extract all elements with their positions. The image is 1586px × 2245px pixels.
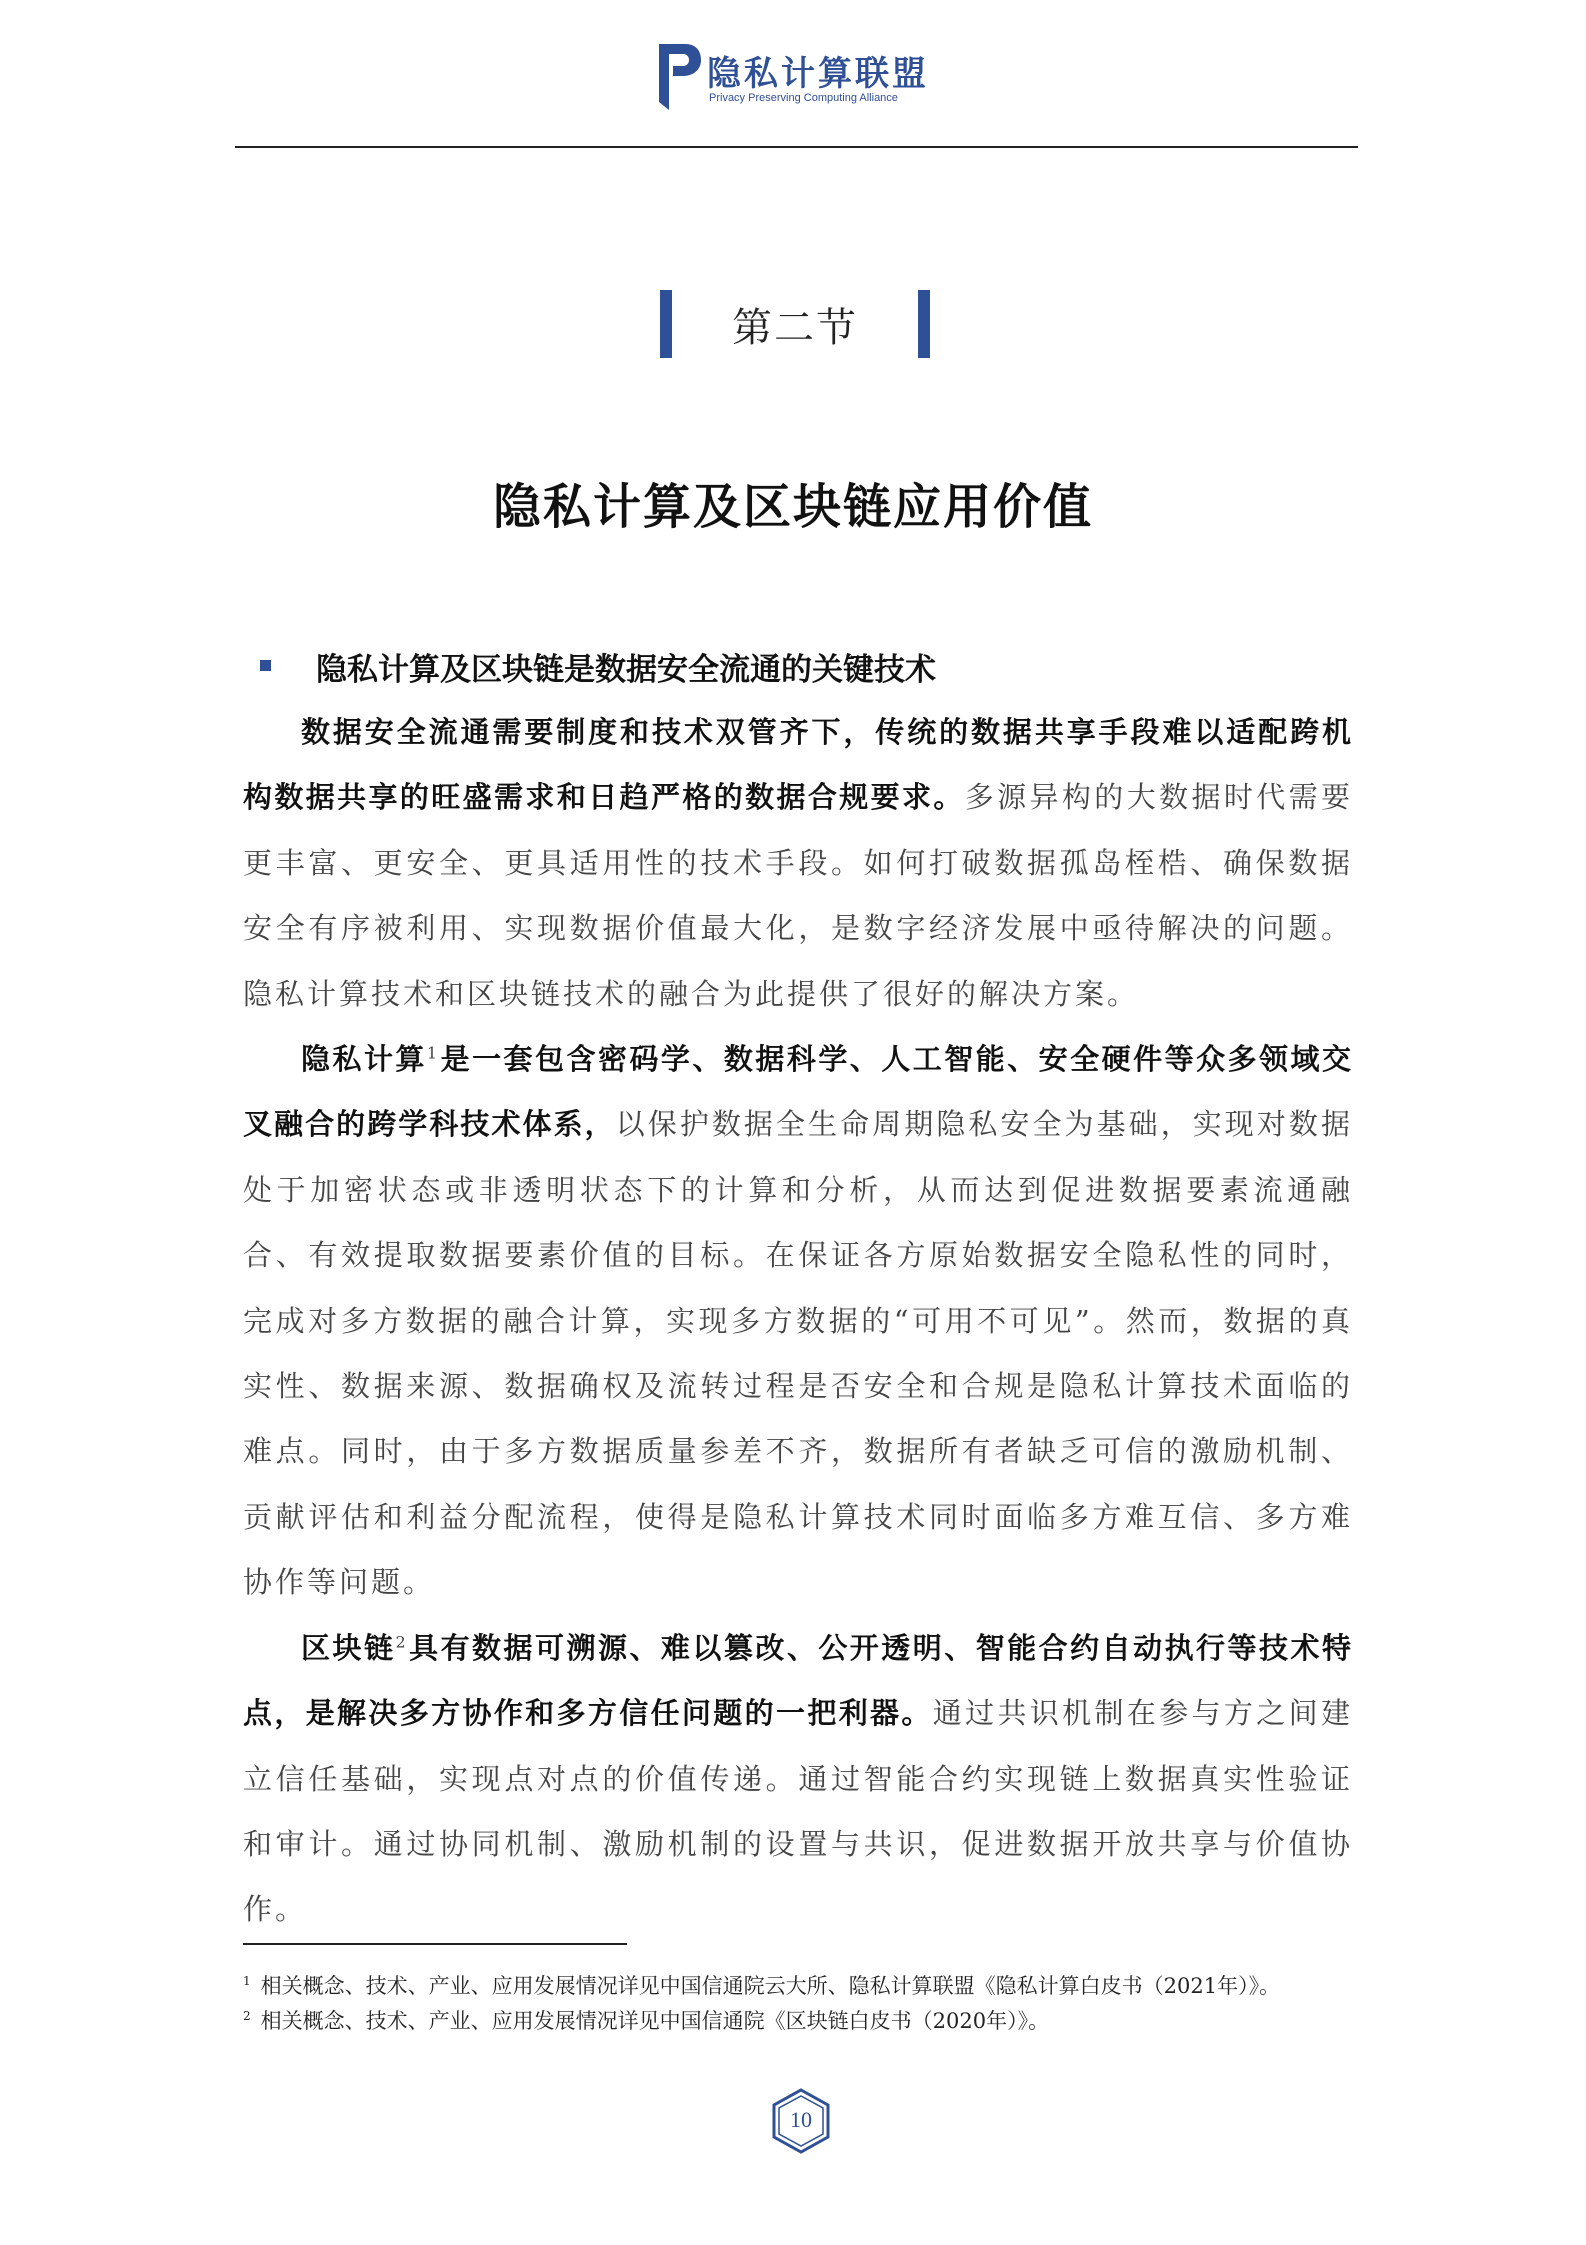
section-label: 第二节 [732,305,858,351]
alliance-logo-icon [655,40,703,110]
paragraph-3-bold: 具有数据可溯源、难以篡改、公开透明、智能合约自动执行等技术特点，是解决多方协作和多方信任问题的一把利器。 [243,1630,1353,1731]
body-text [243,700,1353,1943]
paragraph-3-term: 区块链 [301,1630,396,1665]
paragraph-1-bold: 数据安全流通需要制度和技术双管齐下，传统的数据共享手段难以适配跨机构数据共享的旺盛需求和日趋严格的数据合规要求。 [243,715,1353,815]
footnote-2 [243,2001,1353,2036]
footnote-1-number: 1 [243,1974,251,1988]
footnote-1 [243,1966,1353,2001]
paragraph-2-term: 隐私计算 [301,1042,427,1077]
paragraph-1 [243,700,1353,1027]
paragraph-1-text: 多源异构的大数据时代需要更丰富、更安全、更具适用性的技术手段。如何打破数据孤岛桎梏、确保数据安全有序被利用、实现数据价值最大化，是数字经济发展中亟待解决的问题。隐私计算技术和区块链技术的融合为此提供了很好的解决方案。 [243,780,1353,1011]
footnote-1-text: 相关概念、技术、产业、应用发展情况详见中国信通院云大所、隐私计算联盟《隐私计算白皮书（2021年）》。 [260,1974,1281,1998]
page-number [771,2088,831,2154]
footnote-ref-2[interactable]: 2 [395,1632,409,1652]
footnote-divider [243,1943,627,1945]
footnotes [243,1966,1353,2036]
header-divider [235,146,1358,148]
footnote-2-text: 相关概念、技术、产业、应用发展情况详见中国信通院《区块链白皮书（2020年）》。 [260,2009,1050,2033]
paragraph-2-text: 以保护数据全生命周期隐私安全为基础，实现对数据处于加密状态或非透明状态下的计算和分析，从而达到促进数据要素流通融合、有效提取数据要素价值的目标。在保证各方原始数据安全隐私性的同时，完成对多方数据的融合计算，实现多方数据的“可用不可见”。然而，数据的真实性、数据来源、数据确权及流转过程是否安全和合规是隐私计算技术面临的难点。同时，由于多方数据质量参差不齐，数据所有者缺乏可信的激励机制、贡献评估和利益分配流程，使得是隐私计算技术同时面临多方难互信、多方难协作等问题。 [243,1107,1353,1600]
logo-subtitle: Privacy Preserving Computing Alliance [709,92,898,104]
page-number-text: 10 [790,2107,812,2132]
bullet-square-icon [260,660,271,671]
paragraph-3-text: 通过共识机制在参与方之间建立信任基础，实现点对点的价值传递。通过智能合约实现链上数据真实性验证和审计。通过协同机制、激励机制的设置与共识，促进数据开放共享与价值协作。 [243,1696,1353,1927]
logo-title: 隐私计算联盟 [707,54,929,94]
footnote-ref-1[interactable]: 1 [426,1043,441,1063]
paragraph-2-bold: 是一套包含密码学、数据科学、人工智能、安全硬件等众多领域交叉融合的跨学科技术体系， [243,1042,1353,1142]
section-bar-right [918,290,930,358]
subsection-heading: 隐私计算及区块链是数据安全流通的关键技术 [316,652,936,688]
footnote-2-number: 2 [243,2009,251,2023]
header-logo [655,38,935,110]
paragraph-2 [243,1027,1353,1616]
page-title: 隐私计算及区块链应用价值 [492,479,1093,535]
paragraph-3 [243,1616,1353,1943]
